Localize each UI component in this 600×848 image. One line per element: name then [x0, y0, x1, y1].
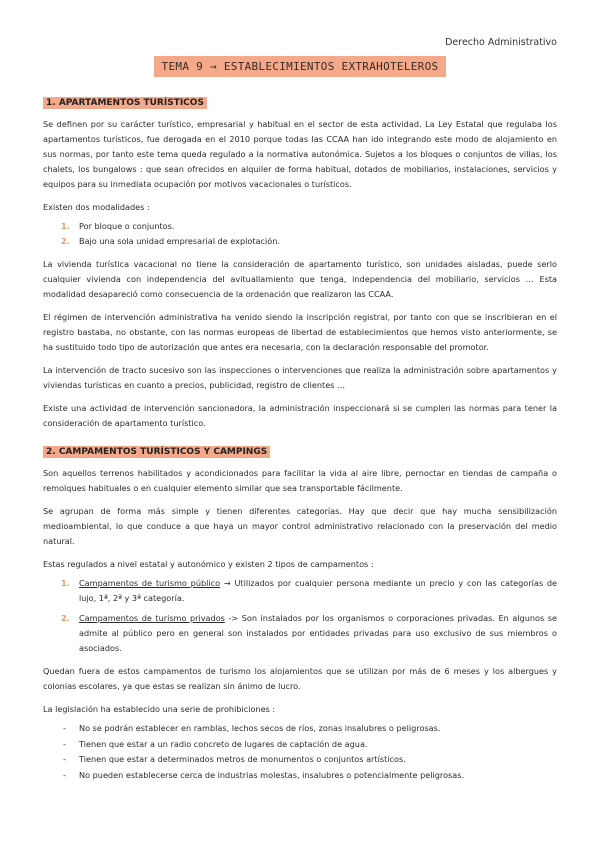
paragraph: El régimen de intervención administrativa ha venido siendo la inscripción registral, por tanto con que se inscribieran en el registro bastaba, no obstante, con las normas europeas de libertad de establecimientos que hemos visto anteriormente, se ha sustituido todo tipo de autorización que antes era necesaria, con la declaración responsable del promotor. [43, 312, 557, 352]
document-title: TEMA 9 → ESTABLECIMIENTOS EXTRAHOTELEROS [154, 56, 447, 77]
list-item-text: No pueden establecerse cerca de industrias molestas, insalubres o potencialmente peligrosas. [79, 769, 465, 780]
document-body [43, 90, 557, 783]
list-item-term: Campamentos de turismo privados [79, 613, 225, 623]
list-item: - Tienen que estar a un radio concreto de lugares de captación de agua. [63, 738, 368, 749]
list-number: 1. [61, 221, 70, 231]
list-item-text: Por bloque o conjuntos. [79, 221, 175, 231]
list-item-text: Tienen que estar a determinados metros de monumentos o conjuntos artísticos. [79, 754, 406, 764]
paragraph: Estas regulados a nivel estatal y autonómico y existen 2 tipos de campamentos : [43, 559, 374, 569]
list-number: 2. [61, 236, 70, 246]
list-item-text: Bajo una sola unidad empresarial de explotación. [79, 236, 280, 246]
list-item-text: → Utilizados por cualquier persona mediante un precio y con las categorías de lujo, 1ª, 2ª y 3ª categoría. [79, 578, 557, 603]
list-item: - No pueden establecerse cerca de industrias molestas, insalubres o potencialmente peligrosas. [63, 769, 465, 780]
list-item [43, 219, 557, 234]
document-subject: Derecho Administrativo [445, 37, 557, 48]
list-item: - No se podrán establecer en ramblas, lechos secos de ríos, zonas insalubres o peligrosas. [63, 723, 441, 733]
list-item-term: Campamentos de turismo público [79, 578, 221, 588]
list-item-text: -> Son instalados por los organismos o corporaciones privadas. En algunos se admite al público pero en general son instalados por entidades privadas para uso exclusivo de sus miembros o asociados. [79, 613, 557, 653]
campamento-types-list [43, 576, 557, 656]
list-item [43, 234, 557, 249]
modalities-list [43, 219, 557, 249]
list-number: 1. [61, 578, 70, 588]
paragraph: Existe una actividad de intervención sancionadora, la administración inspeccionará si se cumplen las normas para tener la consideración de apartamento turístico. [43, 403, 557, 428]
list-item-text: No se podrán establecer en ramblas, lechos secos de ríos, zonas insalubres o peligrosas. [79, 723, 441, 733]
list-item [43, 611, 557, 656]
paragraph: Son aquellos terrenos habilitados y acondicionados para facilitar la vida al aire libre, pernoctar en tiendas de campaña o remolques habituales o en cualquier elemento similar que sea transportable fácilmente. [43, 468, 557, 493]
section-heading-campamentos: 2. CAMPAMENTOS TURÍSTICOS Y CAMPINGS [43, 446, 270, 458]
section-heading-apartamentos: 1. APARTAMENTOS TURÍSTICOS [43, 97, 207, 109]
list-item-text: Tienen que estar a un radio concreto de lugares de captación de agua. [79, 738, 368, 749]
list-item [43, 576, 557, 606]
paragraph: Se definen por su carácter turístico, empresarial y habitual en el sector de esta actividad. La Ley Estatal que regulaba los apartamentos turísticos, fue derogada en el 2010 porque todas las CCAA han ido integrando este modo de alojamiento en sus normas, por tanto este tema queda regulado a la normativa autonómica. Sujetos a los bloques o conjuntos de villas, los chalets, los bungalows : que sean ofrecidos en alquiler de forma habitual, dotados de mobiliarios, instalaciones, servicios y equipos para su inmediata ocupación por motivos vacacionales o turísticos. [43, 119, 557, 189]
paragraph: La vivienda turística vacacional no tiene la consideración de apartamento turístico, son unidades aisladas, puede serlo cualquier vivienda con independencia del avituallamiento que tenga, independencia del mobiliario, servicios … Esta modalidad desapareció como consecuencia de la ordenación que realizaron las CCAA. [43, 259, 557, 299]
list-item: - Tienen que estar a determinados metros de monumentos o conjuntos artísticos. [63, 754, 406, 764]
paragraph: Quedan fuera de estos campamentos de turismo los alojamientos que se utilizan por más de 6 meses y los albergues y colonias escolares, ya que estas se realizan sin ánimo de lucro. [43, 666, 557, 691]
paragraph: La intervención de tracto sucesivo son las inspecciones o intervenciones que realiza la administración sobre apartamentos y viviendas turísticas en cuanto a precios, publicidad, registro de clientes … [43, 365, 557, 390]
paragraph: Existen dos modalidades : [43, 202, 150, 212]
list-number: 2. [61, 613, 70, 623]
paragraph: La legislación ha establecido una serie de prohibiciones : [43, 704, 276, 714]
prohibitions-list [43, 721, 557, 783]
paragraph: Se agrupan de forma más simple y tienen diferentes categorías. Hay que decir que hay mucha sensibilización medioambiental, lo que conduce a que haya un mayor control administrativo relacionado con la preservación del medio natural. [43, 506, 557, 546]
